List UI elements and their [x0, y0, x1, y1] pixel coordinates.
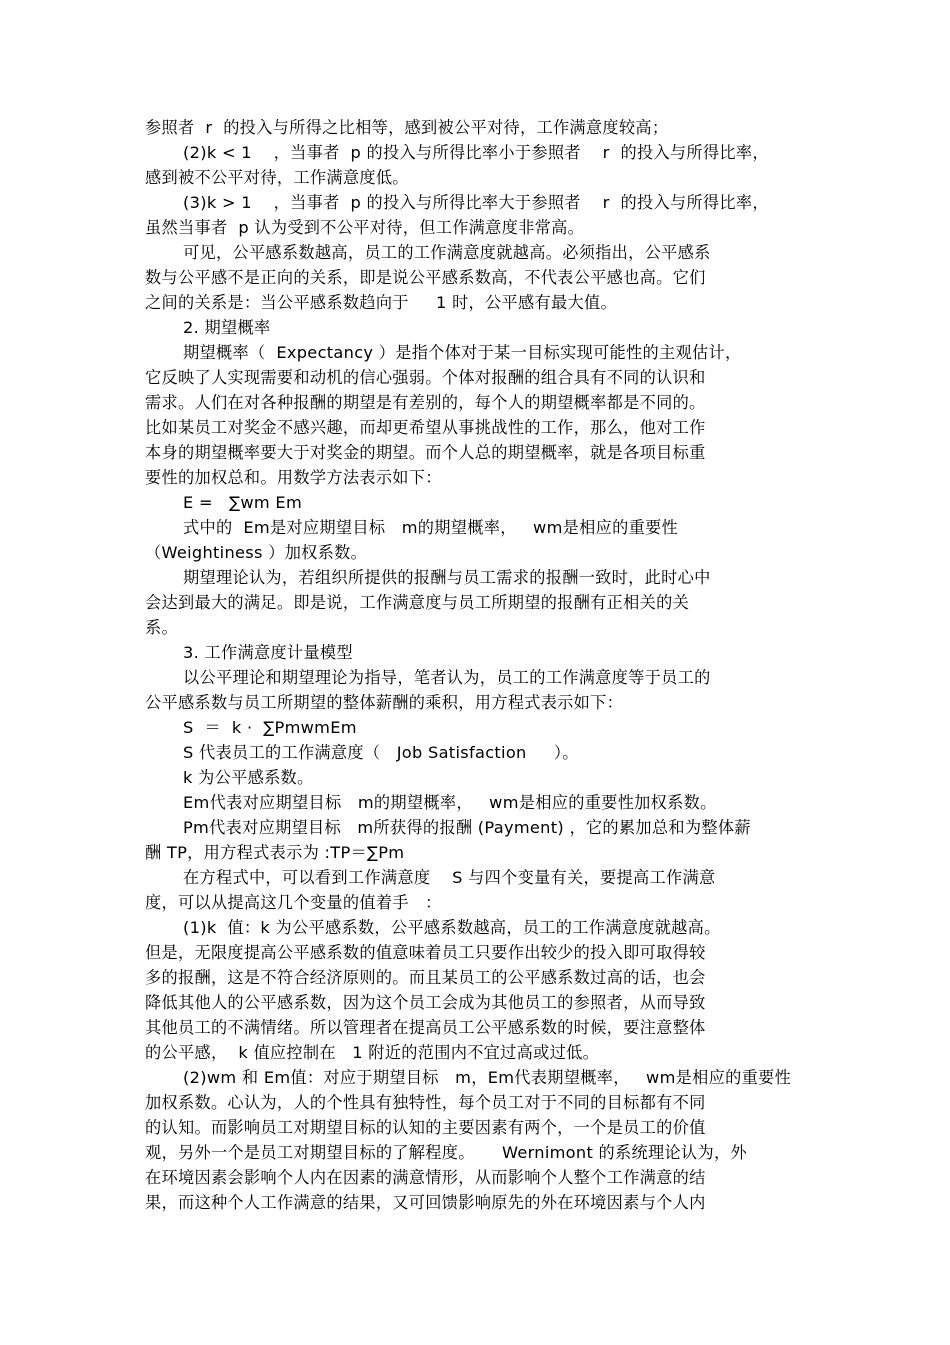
text-line: 需求。人们在对各种报酬的期望是有差别的，每个人的期望概率都是不同的。: [145, 393, 706, 412]
text-line: 数与公平感不是正向的关系，即是说公平感系数高，不代表公平感也高。它们: [145, 268, 706, 287]
text-line: 要性的加权总和。用数学方法表示如下：: [145, 468, 442, 487]
text-line: 感到被不公平对待，工作满意度低。: [145, 168, 409, 187]
text-line: 系。: [145, 618, 178, 637]
text-line: (2)k < 1 ，当事者 p 的投入与所得比率小于参照者 r 的投入与所得比率，: [183, 143, 769, 162]
text-line: 果，而这种个人工作满意的结果，又可回馈影响原先的外在环境因素与个人内: [145, 1193, 706, 1212]
text-line: (2)wm 和 Em值：对应于期望目标 m，Em代表期望概率， wm是相应的重要性: [183, 1068, 792, 1087]
text-line: Em代表对应期望目标 m的期望概率， wm是相应的重要性加权系数。: [183, 793, 717, 812]
text-line: 参照者 r 的投入与所得之比相等，感到被公平对待，工作满意度较高；: [145, 118, 669, 137]
formula-line: S ＝ k · ∑PmwmEm: [183, 718, 357, 737]
text-line: 但是，无限度提高公平感系数的值意味着员工只要作出较少的投入即可取得较: [145, 943, 706, 962]
text-line: 酬 TP，用方程式表示为 :TP＝∑Pm: [145, 843, 405, 862]
text-line: 在方程式中，可以看到工作满意度 S 与四个变量有关，要提高工作满意: [183, 868, 716, 887]
text-line: (1)k 值：k 为公平感系数，公平感系数越高，员工的工作满意度就越高。: [183, 918, 721, 937]
text-line: k 为公平感系数。: [183, 768, 314, 787]
text-line: 观，另外一个是员工对期望目标的了解程度。 Wernimont 的系统理论认为，外: [145, 1143, 747, 1162]
text-line: 式中的 Em是对应期望目标 m的期望概率， wm是相应的重要性: [183, 518, 679, 537]
text-line: 多的报酬，这是不符合经济原则的。而且某员工的公平感系数过高的话，也会: [145, 968, 706, 987]
text-line: 度，可以从提高这几个变量的值着手 ：: [145, 893, 442, 912]
text-line: 在环境因素会影响个人内在因素的满意情形，从而影响个人整个工作满意的结: [145, 1168, 706, 1187]
text-line: S 代表员工的工作满意度（ Job Satisfaction ）。: [183, 743, 579, 762]
section-heading: 3. 工作满意度计量模型: [183, 643, 353, 662]
text-line: 会达到最大的满足。即是说，工作满意度与员工所期望的报酬有正相关的关: [145, 593, 690, 612]
section-heading: 2. 期望概率: [183, 318, 271, 337]
text-line: 期望理论认为，若组织所提供的报酬与员工需求的报酬一致时，此时心中: [183, 568, 711, 587]
text-line: 虽然当事者 p 认为受到不公平对待，但工作满意度非常高。: [145, 218, 585, 237]
text-line: 的认知。而影响员工对期望目标的认知的主要因素有两个，一个是员工的价值: [145, 1118, 706, 1137]
text-line: 可见，公平感系数越高，员工的工作满意度就越高。必须指出，公平感系: [183, 243, 711, 262]
text-line: 降低其他人的公平感系数，因为这个员工会成为其他员工的参照者，从而导致: [145, 993, 706, 1012]
text-line: 的公平感， k 值应控制在 1 附近的范围内不宜过高或过低。: [145, 1043, 600, 1062]
formula-line: E = ∑wm Em: [183, 493, 303, 512]
text-line: (3)k > 1 ，当事者 p 的投入与所得比率大于参照者 r 的投入与所得比率，: [183, 193, 769, 212]
text-line: 之间的关系是：当公平感系数趋向于 1 时，公平感有最大值。: [145, 293, 617, 312]
text-line: 公平感系数与员工所期望的整体薪酬的乘积，用方程式表示如下：: [145, 693, 624, 712]
text-line: 以公平理论和期望理论为指导，笔者认为，员工的工作满意度等于员工的: [183, 668, 711, 687]
text-line: 它反映了人实现需要和动机的信心强弱。个体对报酬的组合具有不同的认识和: [145, 368, 706, 387]
text-line: 本身的期望概率要大于对奖金的期望。而个人总的期望概率，就是各项目标重: [145, 443, 706, 462]
text-line: 期望概率（ Expectancy ）是指个体对于某一目标实现可能性的主观估计，: [183, 343, 742, 362]
text-line: 其他员工的不满情绪。所以管理者在提高员工公平感系数的时候，要注意整体: [145, 1018, 706, 1037]
text-line: Pm代表对应期望目标 m所获得的报酬 (Payment) ，它的累加总和为整体薪: [183, 818, 751, 837]
text-line: （Weightiness ）加权系数。: [145, 543, 368, 562]
text-line: 比如某员工对奖金不感兴趣，而却更希望从事挑战性的工作，那么，他对工作: [145, 418, 706, 437]
text-line: 加权系数。心认为，人的个性具有独特性，每个员工对于不同的目标都有不同: [145, 1093, 706, 1112]
